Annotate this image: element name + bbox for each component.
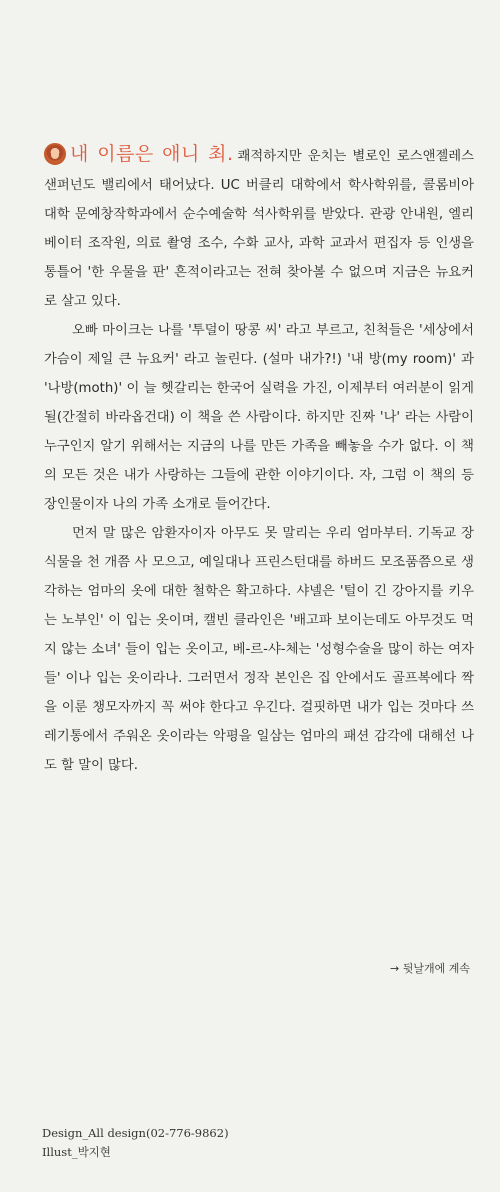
bio-paragraph-3: 먼저 말 많은 암환자이자 아무도 못 말리는 우리 엄마부터. 기독교 장식물을 천 개쯤 사 모으고, 예일대나 프린스턴대를 하버드 모조품쯤으로 생각하는 엄마의 옷에 대한 철학은 확고하다. 샤넬은 '털이 긴 강아지를 키우는 노부인' 이 입는 옷이며, 캘빈 클라인은 '배고파 보이는데도 아무것도 먹지 않는 소녀' 들이 입는 옷이고, 베-르-샤-체는 '성형수술을 많이 하는 여자들' 이나 입는 옷이라나. 그러면서 정작 본인은 집 안에서도 골프복에다 짝을 이룬 챙모자까지 꼭 써야 한다고 우긴다. 걸핏하면 내가 입는 것마다 쓰레기통에서 주워온 옷이라는 악평을 일삼는 엄마의 패션 감각에 대해선 나도 할 말이 많다. <box>44 526 474 773</box>
author-avatar-icon <box>44 143 66 165</box>
author-bio <box>44 140 474 780</box>
illustration-credit: Illust_박지현 <box>42 1145 111 1159</box>
name-heading: 내 이름은 애니 최. <box>70 143 234 165</box>
bio-paragraph-1 <box>44 140 474 316</box>
bio-paragraph-2: 오빠 마이크는 나를 '투덜이 땅콩 씨' 라고 부르고, 친척들은 '세상에서 가슴이 제일 큰 뉴요커' 라고 놀린다. (설마 내가?!) '내 방(my room)' 과 '나방(moth)' 이 늘 헷갈리는 한국어 실력을 가진, 이제부터 여러분이 읽게 될(간절히 바라옵건대) 이 책을 쓴 사람이다. 하지만 진짜 '나' 라는 사람이 누구인지 알기 위해서는 지금의 나를 만든 가족을 빼놓을 수가 없다. 이 책의 모든 것은 내가 사랑하는 그들에 관한 이야기이다. 자, 그럼 이 책의 등장인물이자 나의 가족 소개로 들어간다. <box>44 323 474 512</box>
credits <box>42 1124 229 1162</box>
bio-paragraph-1-text: 쾌적하지만 운치는 별로인 로스앤젤레스 샌퍼넌도 밸리에서 태어났다. UC 버클리 대학에서 학사학위를, 콜롬비아 대학 문예창작학과에서 순수예술학 석사학위를 받았다. 관광 안내원, 엘리베이터 조작원, 의료 촬영 조수, 수화 교사, 과학 교과서 편집자 등 인생을 통틀어 '한 우물을 판' 흔적이라고는 전혀 찾아볼 수 없으며 지금은 뉴요커로 살고 있다. <box>44 149 474 309</box>
continued-note: → 뒷날개에 계속 <box>390 962 470 975</box>
design-credit: Design_All design(02-776-9862) <box>42 1126 229 1140</box>
